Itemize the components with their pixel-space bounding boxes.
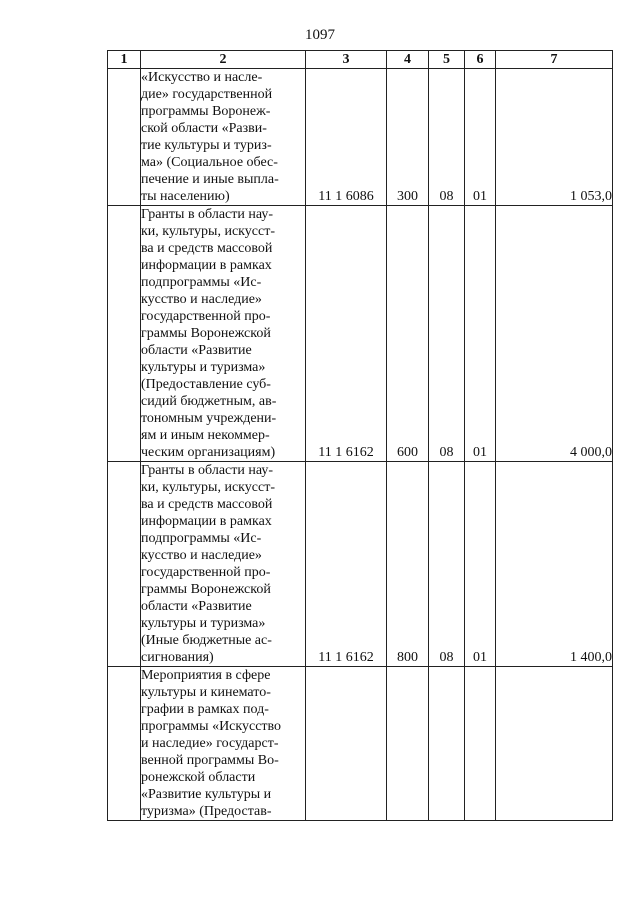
section: 08 xyxy=(429,206,465,462)
row-index-cell xyxy=(108,69,141,206)
expense-name: Мероприятия в сфере культуры и кинемато- графии в рамках под- программы «Искусство и наследие» государст- венной программы Во- ронежской области «Развитие культуры и туризма» (Предостав- xyxy=(141,667,306,821)
column-header-5: 5 xyxy=(429,51,465,69)
expense-type: 600 xyxy=(387,206,429,462)
amount: 1 400,0 xyxy=(496,462,613,667)
expense-name: «Искусство и насле- дие» государственной программы Воронеж- ской области «Разви- тие культуры и туриз- ма» (Социальное обес- печение и иные выпла- ты населению) xyxy=(141,69,306,206)
row-index-cell xyxy=(108,462,141,667)
header-row xyxy=(108,51,613,69)
section: 08 xyxy=(429,462,465,667)
column-header-6: 6 xyxy=(465,51,496,69)
target-article: 11 1 6086 xyxy=(306,69,387,206)
table-row xyxy=(108,667,613,821)
subsection: 01 xyxy=(465,69,496,206)
expense-type: 800 xyxy=(387,462,429,667)
target-article: 11 1 6162 xyxy=(306,206,387,462)
subsection xyxy=(465,667,496,821)
target-article: 11 1 6162 xyxy=(306,462,387,667)
budget-table xyxy=(107,50,613,821)
expense-type: 300 xyxy=(387,69,429,206)
amount: 4 000,0 xyxy=(496,206,613,462)
subsection: 01 xyxy=(465,206,496,462)
table-row xyxy=(108,462,613,667)
expense-name: Гранты в области нау- ки, культуры, искусст- ва и средств массовой информации в рамках подпрограммы «Ис- кусство и наследие» государственной про- граммы Воронежской области «Развитие культуры и туризма» (Предоставление суб- сидий бюджетным, ав- тономным учреждени- ям и иным некоммер- ческим организациям) xyxy=(141,206,306,462)
table-row xyxy=(108,69,613,206)
expense-name: Гранты в области нау- ки, культуры, искусст- ва и средств массовой информации в рамках подпрограммы «Ис- кусство и наследие» государственной про- граммы Воронежской области «Развитие культуры и туризма» (Иные бюджетные ас- сигнования) xyxy=(141,462,306,667)
amount: 1 053,0 xyxy=(496,69,613,206)
column-header-7: 7 xyxy=(496,51,613,69)
column-header-2: 2 xyxy=(141,51,306,69)
amount xyxy=(496,667,613,821)
section xyxy=(429,667,465,821)
column-header-1: 1 xyxy=(108,51,141,69)
target-article xyxy=(306,667,387,821)
expense-type xyxy=(387,667,429,821)
page-number: 1097 xyxy=(305,27,335,43)
table-row xyxy=(108,206,613,462)
row-index-cell xyxy=(108,206,141,462)
section: 08 xyxy=(429,69,465,206)
row-index-cell xyxy=(108,667,141,821)
column-header-4: 4 xyxy=(387,51,429,69)
column-header-3: 3 xyxy=(306,51,387,69)
subsection: 01 xyxy=(465,462,496,667)
